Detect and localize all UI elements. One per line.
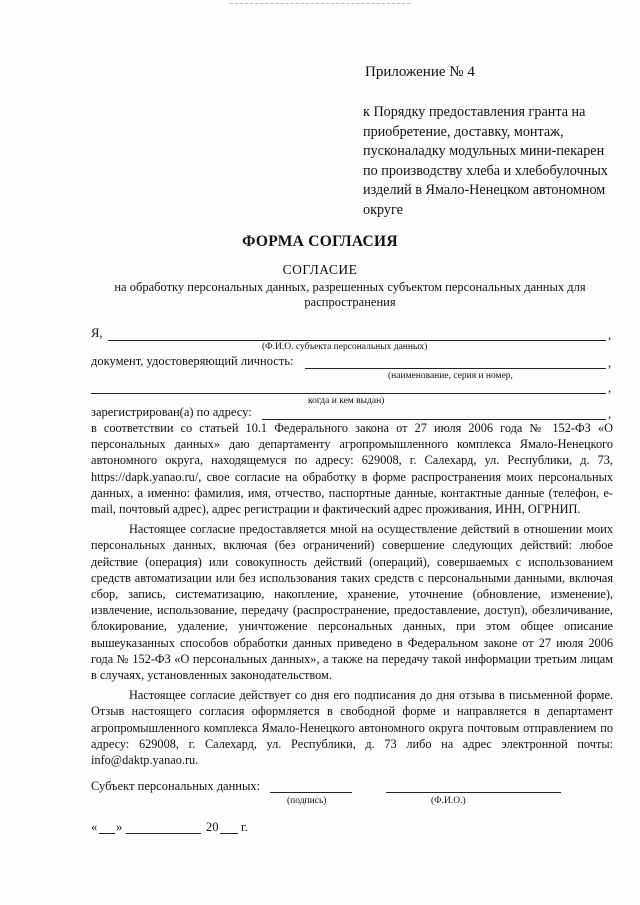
fio-field[interactable] bbox=[108, 340, 606, 341]
date-open-quote: « bbox=[91, 820, 98, 834]
signature-field[interactable] bbox=[270, 792, 352, 793]
form-title: ФОРМА СОГЛАСИЯ bbox=[242, 233, 398, 250]
paragraph-validity: Настоящее согласие действует со дня его подписания до дня отзыва в письменной форме. Отзыв настоящего согласия оформляется в свободной форме и направляется в департамент агропромышленного комплекса Ямало-Ненецкого автономного округа почтовым отправлением по адресу: 629008, г. Салехард, ул. Республики, д. 73 либо на адрес электронной почты: info@daktp.yanao.ru. bbox=[91, 688, 613, 768]
consent-subtitle: на обработку персональных данных, разрешенных субъектом персональных данных для распространения bbox=[114, 280, 586, 309]
document-field[interactable] bbox=[305, 368, 606, 369]
consent-title: СОГЛАСИЕ bbox=[282, 262, 358, 277]
document-caption: (наименование, серия и номер, bbox=[388, 371, 513, 381]
issued-comma: , bbox=[608, 381, 612, 395]
document-issued-field[interactable] bbox=[91, 393, 606, 394]
signature-label: Субъект персональных данных: bbox=[91, 779, 261, 793]
document-label: документ, удостоверяющий личность: bbox=[91, 354, 294, 368]
signature-caption: (подпись) bbox=[287, 796, 327, 806]
signature-fio-field[interactable] bbox=[386, 792, 561, 793]
date-close-quote: » bbox=[116, 820, 123, 834]
date-day-field[interactable] bbox=[99, 833, 115, 834]
appendix-title: Приложение № 4 bbox=[365, 64, 475, 80]
i-label: Я, bbox=[91, 326, 103, 340]
paragraph-basis: в соответствии со статьей 10.1 Федерального закона от 27 июля 2006 года № 152-ФЗ «О персональных данных» даю департаменту агропромышленного комплекса Ямало-Ненецкого автономного округа, находящемуся по адресу: 629008, г. Салехард, ул. Республики, д. 73, https://dapk.yanao.ru/, свое согласие на обработку в форме распространения моих персональных данных, а именно: фамилия, имя, отчество, паспортные данные, контактные данные (телефон, e-mail, почтовый адрес), адрес регистрации и фактический адрес проживания, ИНН, ОГРНИП. bbox=[91, 421, 613, 517]
date-year-field[interactable] bbox=[220, 833, 238, 834]
date-year-suffix: г. bbox=[241, 820, 248, 834]
top-scan-artifact bbox=[230, 3, 410, 4]
paragraph-actions: Настоящее согласие предоставляется мной на осуществление действий в отношении моих персональных данных, включая (без ограничений) совершение следующих действий: любое действие (операция) или совокупность действий (операций), совершаемых с использованием средств автоматизации или без использования таких средств с персональными данными, включая сбор, запись, систематизацию, накопление, хранение, уточнение (обновление, изменение), извлечение, использование, передачу (распространение, предоставление, доступ), обезличивание, блокирование, удаление, уничтожение персональных данных, при этом общее описание вышеуказанных способов обработки данных приведено в Федеральном законе от 27 июля 2006 года № 152-ФЗ «О персональных данных», а также на передачу такой информации третьим лицам в случаях, установленных законодательством. bbox=[91, 522, 613, 683]
issued-caption: когда и кем выдан) bbox=[308, 396, 385, 406]
registered-comma: , bbox=[608, 407, 612, 421]
appendix-text: к Порядку предоставления гранта на приобретение, доставку, монтаж, пусконаладку модульных мини-пекарен по производству хлеба и хлебобулочных изделий в Ямало-Ненецком автономном округе bbox=[363, 104, 608, 218]
consent-body bbox=[91, 420, 613, 768]
document-comma: , bbox=[608, 356, 612, 370]
fio-comma: , bbox=[608, 328, 612, 342]
registered-label: зарегистрирован(а) по адресу: bbox=[91, 405, 252, 419]
date-month-field[interactable] bbox=[126, 833, 201, 834]
signature-fio-caption: (Ф.И.О.) bbox=[431, 796, 466, 806]
date-year-prefix: 20 bbox=[206, 820, 219, 834]
fio-caption: (Ф.И.О. субъекта персональных данных) bbox=[262, 342, 428, 352]
